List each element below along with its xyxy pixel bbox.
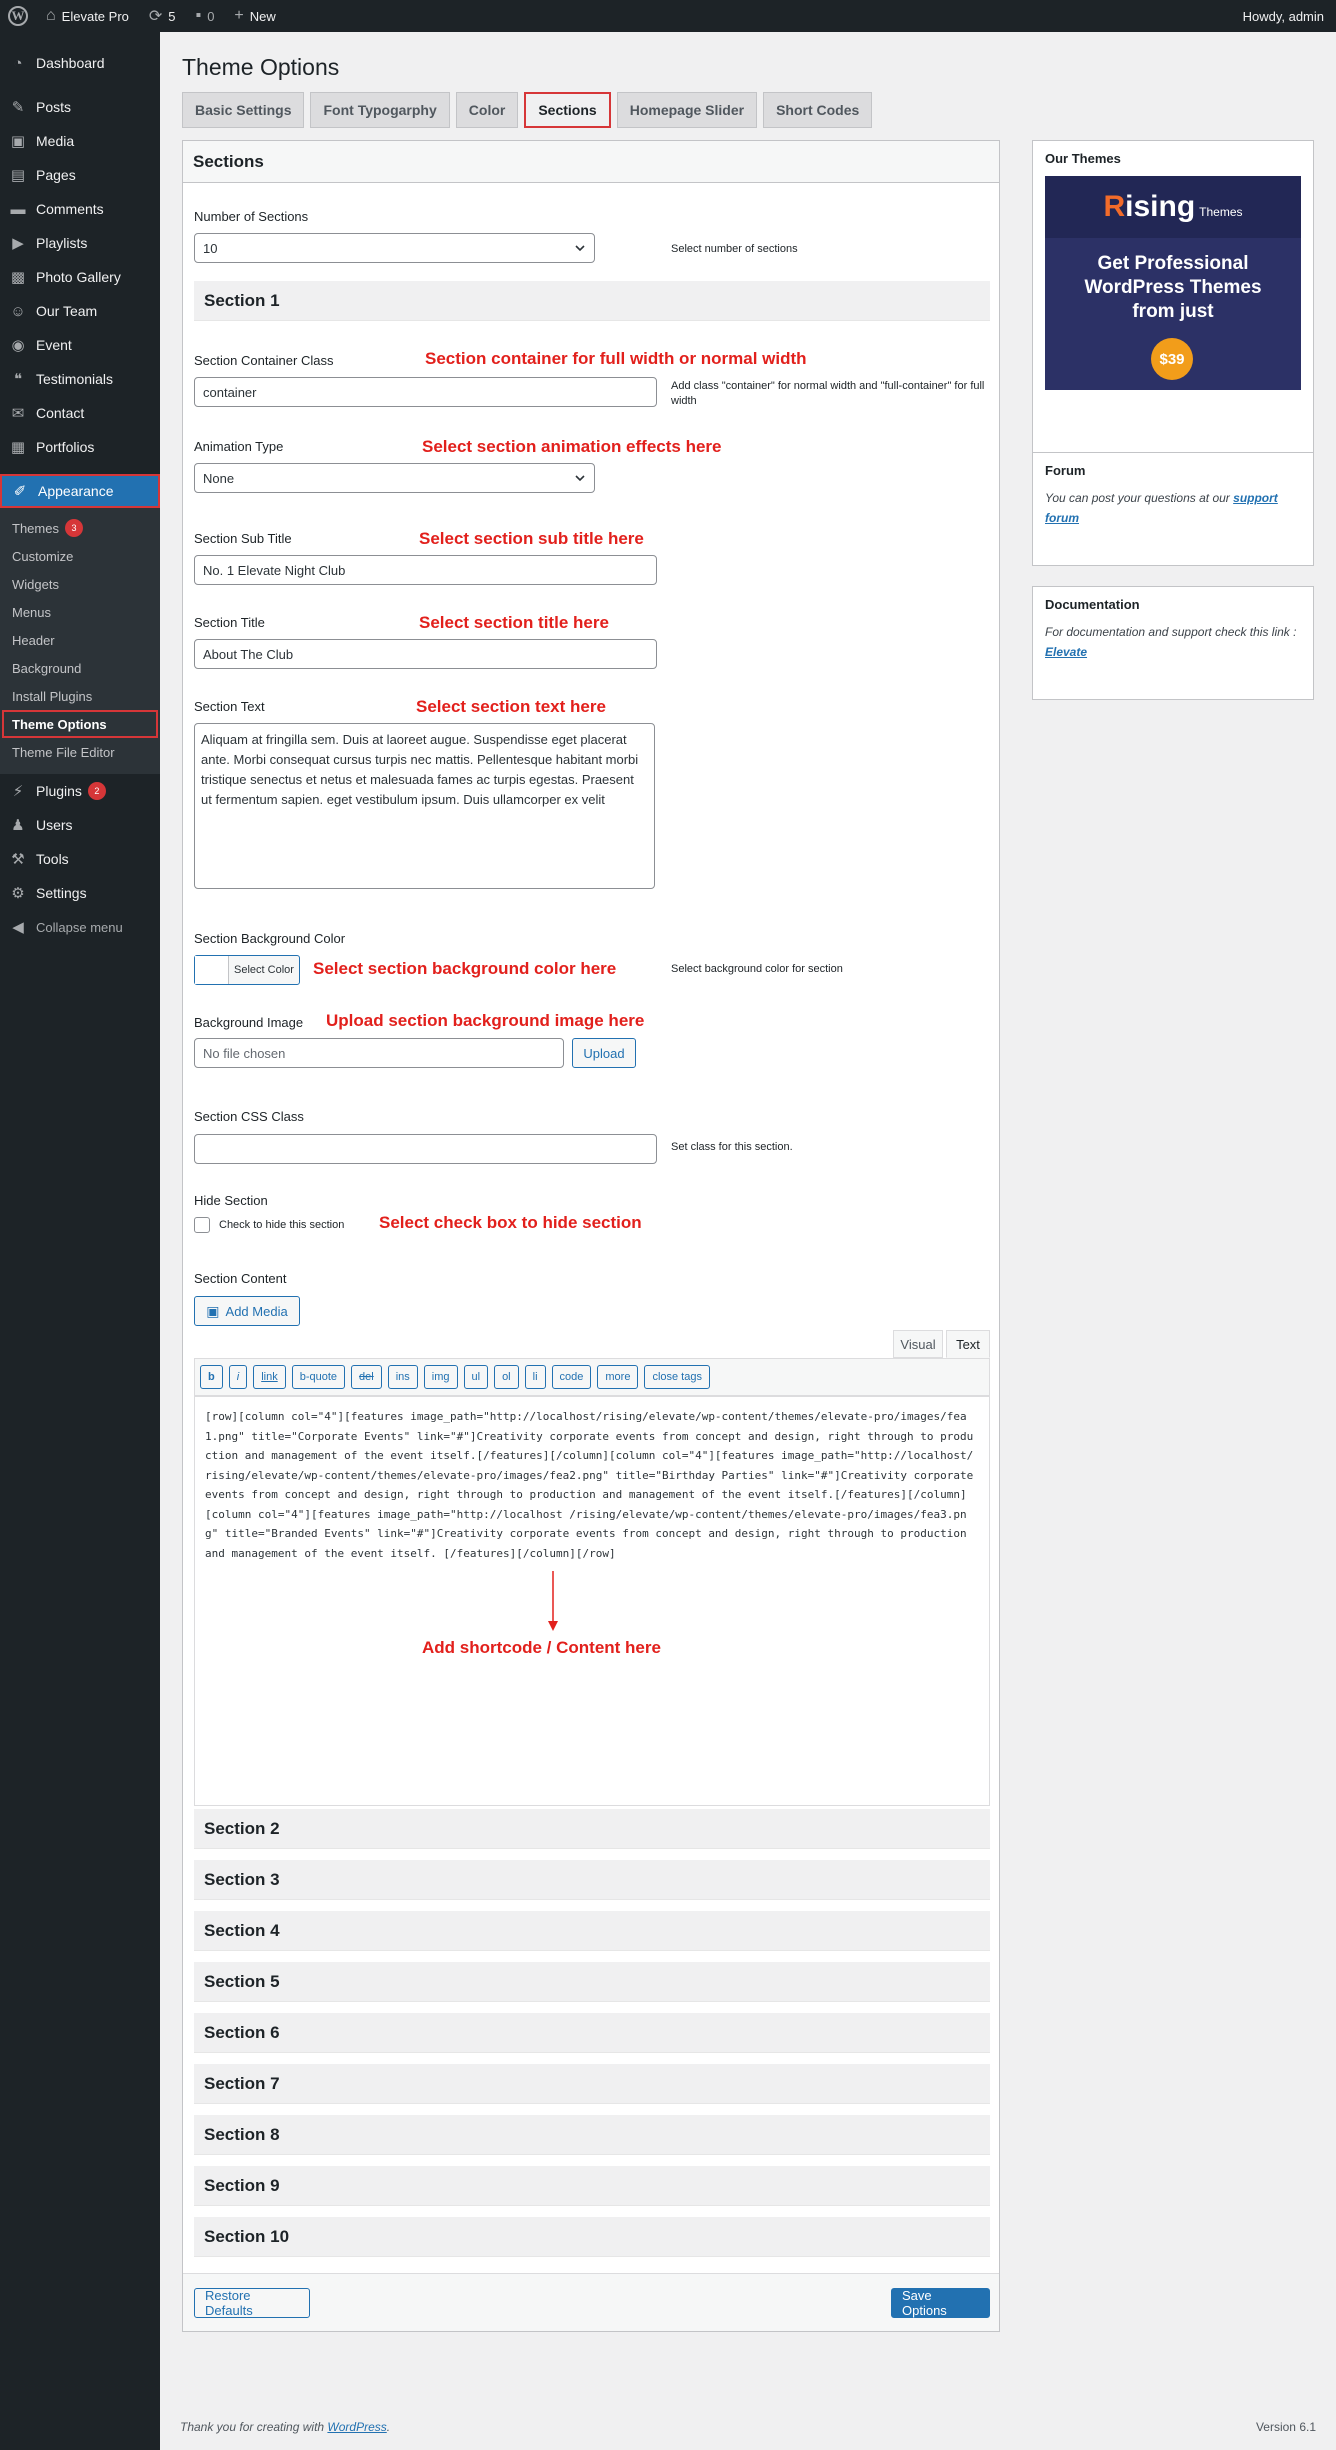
- comments-icon: ▬: [10, 200, 26, 218]
- comment-icon: ▪: [195, 7, 202, 24]
- pin-icon: ✎: [11, 99, 25, 116]
- forum-text: You can post your questions at our support forum: [1045, 491, 1278, 525]
- section-text-textarea[interactable]: Aliquam at fringilla sem. Duis at laoreet augue. Suspendisse eget placerat ante. Morbi consequat cursus turpis nec mattis. Pellentesque habitant morbi tristique senectus et netus et malesuada fames ac turpis egestas. Praesent ut fermentum sapien. eget vestibulum ipsum. Duis ullamcorper ex velit: [194, 723, 655, 889]
- home-icon: ⌂: [46, 7, 56, 24]
- qt-italic-button[interactable]: i: [229, 1365, 247, 1389]
- tab-color[interactable]: Color: [456, 92, 519, 128]
- css-class-label: Section CSS Class: [194, 1109, 304, 1124]
- menu-media[interactable]: ▣ Media: [0, 124, 160, 158]
- site-name-link[interactable]: ⌂ Elevate Pro: [46, 7, 129, 24]
- section-1-header[interactable]: Section 1: [194, 281, 990, 321]
- annotation-title: Select section title here: [419, 613, 609, 632]
- section-content-textarea[interactable]: [row][column col="4"][features image_path="http://localhost/rising/elevate/wp-content/themes/elevate-pro/images/fea1.png" title="Corporate Events" link="#"]Creativity corporate events from concept and design, right through to production and management of the event itself.[/features][/column][column col="4"][features image_path="http://localhost/rising/elevate/wp-content/themes/elevate-pro/images/fea2.png" title="Birthday Parties" link="#"]Creativity corporate events from concept and design, right through to production and management of the event itself.[/features][/column][column col="4"][features image_path="http://localhost /rising/elevate/wp-content/themes/elevate-pro/images/fea3.png" title="Branded Events" link="#"]Creativity corporate events from concept and design, right through to production and management of the event itself. [/features][/column][/row]: [194, 1396, 990, 1806]
- qt-li-button[interactable]: li: [525, 1365, 546, 1389]
- quote-icon: ❝: [13, 371, 23, 388]
- appearance-submenu: [0, 508, 160, 774]
- menu-comments[interactable]: ▬ Comments: [0, 192, 160, 226]
- annotation-text: Select section text here: [416, 697, 606, 716]
- tab-sections[interactable]: Sections: [524, 92, 610, 128]
- section-9-header[interactable]: Section 9: [194, 2166, 990, 2206]
- comments-link[interactable]: ▪ 0: [195, 7, 215, 24]
- documentation-widget: [1032, 586, 1314, 700]
- qt-more-button[interactable]: more: [597, 1365, 638, 1389]
- menu-users[interactable]: ♟ Users: [0, 808, 160, 842]
- bg-color-help: Select background color for section: [671, 963, 843, 975]
- our-themes-widget: [1032, 140, 1314, 466]
- admin-footer: [180, 2420, 1316, 2434]
- bg-color-label: Section Background Color: [194, 931, 346, 946]
- qt-close-tags-button[interactable]: close tags: [644, 1365, 710, 1389]
- menu-contact[interactable]: ✉ Contact: [0, 396, 160, 430]
- menu-event[interactable]: ◉ Event: [0, 328, 160, 362]
- menu-our-team[interactable]: ☺ Our Team: [0, 294, 160, 328]
- color-swatch: [195, 956, 229, 984]
- menu-appearance[interactable]: ✐ Appearance: [0, 474, 160, 508]
- account-menu[interactable]: Howdy, admin: [1242, 8, 1324, 24]
- css-class-input[interactable]: [194, 1134, 657, 1164]
- users-icon: ♟: [11, 817, 25, 834]
- wrench-icon: ⚒: [11, 851, 25, 868]
- submenu-theme-file-editor[interactable]: Theme File Editor: [12, 744, 115, 760]
- media-icon: ▣: [10, 133, 26, 150]
- bg-image-input[interactable]: No file chosen: [194, 1038, 564, 1068]
- collapse-icon: ◀: [12, 919, 24, 936]
- support-forum-link[interactable]: support forum: [1045, 491, 1278, 525]
- container-class-input[interactable]: container: [194, 377, 657, 407]
- plugin-update-badge: 2: [88, 782, 106, 800]
- promo-price-badge: $39: [1151, 338, 1193, 380]
- menu-tools[interactable]: ⚒ Tools: [0, 842, 160, 876]
- updates-link[interactable]: ⟳ 5: [148, 8, 176, 25]
- container-class-label: Section Container Class: [194, 353, 334, 368]
- num-sections-label: Number of Sections: [194, 209, 309, 224]
- section-10-header[interactable]: Section 10: [194, 2217, 990, 2257]
- upload-button[interactable]: Upload: [572, 1038, 636, 1068]
- options-tabs: [182, 92, 878, 128]
- section-4-header[interactable]: Section 4: [194, 1911, 990, 1951]
- annotation-content: Add shortcode / Content here: [422, 1638, 661, 1657]
- section-title-input[interactable]: About The Club: [194, 639, 657, 669]
- new-content-link[interactable]: + New: [234, 7, 276, 24]
- add-media-icon: ▣: [206, 1302, 220, 1319]
- section-subtitle-label: Section Sub Title: [194, 531, 292, 546]
- submenu-themes[interactable]: Themes 3: [0, 514, 160, 542]
- editor-tab-visual[interactable]: Visual: [893, 1330, 943, 1358]
- section-content-label: Section Content: [194, 1271, 287, 1286]
- qt-bquote-button[interactable]: b-quote: [292, 1365, 345, 1389]
- forum-widget: [1032, 452, 1314, 566]
- tab-basic-settings[interactable]: Basic Settings: [182, 92, 304, 128]
- menu-settings[interactable]: ⚙ Settings: [0, 876, 160, 910]
- qt-del-button[interactable]: del: [351, 1365, 382, 1389]
- add-media-button[interactable]: ▣ Add Media: [194, 1296, 300, 1326]
- num-sections-select[interactable]: 10: [194, 233, 595, 263]
- our-themes-title: Our Themes: [1045, 151, 1121, 166]
- qt-img-button[interactable]: img: [424, 1365, 458, 1389]
- wordpress-logo-button[interactable]: [0, 0, 36, 32]
- menu-plugins[interactable]: ⚡ Plugins 2: [0, 774, 160, 808]
- gallery-icon: ▩: [10, 269, 26, 286]
- animation-type-label: Animation Type: [194, 439, 284, 454]
- elevate-docs-link[interactable]: Elevate: [1045, 645, 1088, 659]
- hide-section-check-label: Check to hide this section: [219, 1219, 345, 1231]
- chevron-down-icon: [574, 472, 586, 484]
- section-2-header[interactable]: Section 2: [194, 1809, 990, 1849]
- submenu-header[interactable]: Header: [12, 632, 55, 648]
- section-5-header[interactable]: Section 5: [194, 1962, 990, 2002]
- hide-section-label: Hide Section: [194, 1193, 268, 1208]
- forum-title: Forum: [1045, 463, 1086, 478]
- settings-icon: ⚙: [11, 885, 25, 902]
- sections-panel: [182, 140, 1000, 2332]
- dashboard-icon: ◔: [13, 54, 23, 72]
- tab-font-typography[interactable]: Font Typogarphy: [310, 92, 449, 128]
- chevron-down-icon: [574, 242, 586, 254]
- team-icon: ☺: [10, 302, 26, 320]
- restore-defaults-button[interactable]: Restore Defaults: [194, 2288, 310, 2318]
- section-3-header[interactable]: Section 3: [194, 1860, 990, 1900]
- submenu-widgets[interactable]: Widgets: [12, 576, 59, 592]
- arrow-down-icon: [547, 1571, 559, 1633]
- annotation-container: Section container for full width or normal width: [425, 349, 807, 368]
- menu-photo-gallery[interactable]: ▩ Photo Gallery: [0, 260, 160, 294]
- promo-text: Get Professional WordPress Themes from just: [1084, 253, 1262, 322]
- hide-section-checkbox[interactable]: [194, 1217, 210, 1233]
- plus-icon: +: [234, 7, 244, 24]
- menu-playlists[interactable]: ▶ Playlists: [0, 226, 160, 260]
- portfolio-icon: ▦: [10, 439, 26, 456]
- section-7-header[interactable]: Section 7: [194, 2064, 990, 2104]
- brush-icon: ✐: [13, 483, 27, 500]
- submenu-menus[interactable]: Menus: [12, 604, 52, 620]
- bg-image-label: Background Image: [194, 1015, 304, 1030]
- menu-portfolios[interactable]: ▦ Portfolios: [0, 430, 160, 464]
- plugin-icon: ⚡: [12, 783, 24, 800]
- wordpress-link[interactable]: WordPress: [327, 2420, 387, 2434]
- qt-link-button[interactable]: link: [253, 1365, 286, 1389]
- menu-dashboard[interactable]: ◔ Dashboard: [0, 46, 160, 80]
- wordpress-icon: W: [8, 6, 28, 26]
- section-8-header[interactable]: Section 8: [194, 2115, 990, 2155]
- menu-posts[interactable]: ✎ Posts: [0, 90, 160, 124]
- documentation-title: Documentation: [1045, 597, 1140, 612]
- admin-sidebar: [0, 32, 160, 2450]
- qt-code-button[interactable]: code: [552, 1365, 592, 1389]
- footer-thanks: Thank you for creating with WordPress.: [180, 2420, 391, 2434]
- tab-short-codes[interactable]: Short Codes: [763, 92, 872, 128]
- num-sections-help: Select number of sections: [671, 243, 798, 255]
- panel-footer: [183, 2273, 999, 2331]
- playlist-icon: ▶: [12, 235, 24, 252]
- documentation-text: For documentation and support check this link : Elevate: [1045, 625, 1297, 659]
- annotation-subtitle: Select section sub title here: [419, 529, 644, 548]
- qt-bold-button[interactable]: b: [200, 1365, 223, 1389]
- save-options-button[interactable]: Save Options: [891, 2288, 990, 2318]
- menu-pages[interactable]: ▤ Pages: [0, 158, 160, 192]
- admin-bar: [0, 0, 1336, 32]
- submenu-customize[interactable]: Customize: [12, 548, 74, 564]
- submenu-background[interactable]: Background: [12, 660, 82, 676]
- submenu-install-plugins[interactable]: Install Plugins: [12, 688, 93, 704]
- tab-homepage-slider[interactable]: Homepage Slider: [617, 92, 757, 128]
- annotation-hide: Select check box to hide section: [379, 1213, 642, 1232]
- select-color-button[interactable]: Select Color: [194, 955, 300, 985]
- pages-icon: ▤: [10, 167, 26, 184]
- menu-testimonials[interactable]: ❝ Testimonials: [0, 362, 160, 396]
- footer-version: Version 6.1: [1255, 2420, 1316, 2434]
- qt-ins-button[interactable]: ins: [388, 1365, 418, 1389]
- panel-title: Sections: [183, 141, 999, 183]
- event-icon: ◉: [11, 337, 25, 354]
- section-subtitle-input[interactable]: No. 1 Elevate Night Club: [194, 555, 657, 585]
- qt-ol-button[interactable]: ol: [494, 1365, 519, 1389]
- css-class-help: Set class for this section.: [671, 1141, 793, 1153]
- submenu-theme-options[interactable]: Theme Options: [2, 710, 158, 738]
- container-class-help: Add class "container" for normal width and "full-container" for full width: [671, 380, 985, 407]
- collapse-menu-button[interactable]: ◀ Collapse menu: [0, 910, 160, 944]
- section-6-header[interactable]: Section 6: [194, 2013, 990, 2053]
- promo-banner[interactable]: [1045, 176, 1301, 390]
- annotation-bgcolor: Select section background color here: [313, 959, 617, 978]
- quicktags-toolbar: [194, 1358, 990, 1396]
- rising-themes-logo: Rising Themes: [1045, 176, 1301, 238]
- contact-icon: ✉: [11, 405, 25, 422]
- section-title-label: Section Title: [194, 615, 265, 630]
- annotation-animation: Select section animation effects here: [422, 437, 722, 456]
- annotation-bgimage: Upload section background image here: [326, 1011, 645, 1030]
- update-count-badge: 3: [65, 519, 83, 537]
- qt-ul-button[interactable]: ul: [464, 1365, 489, 1389]
- section-text-label: Section Text: [194, 699, 265, 714]
- updates-icon: ⟳: [148, 8, 163, 25]
- page-title: Theme Options: [182, 54, 340, 80]
- editor-tab-text[interactable]: Text: [946, 1330, 990, 1358]
- animation-type-select[interactable]: None: [194, 463, 595, 493]
